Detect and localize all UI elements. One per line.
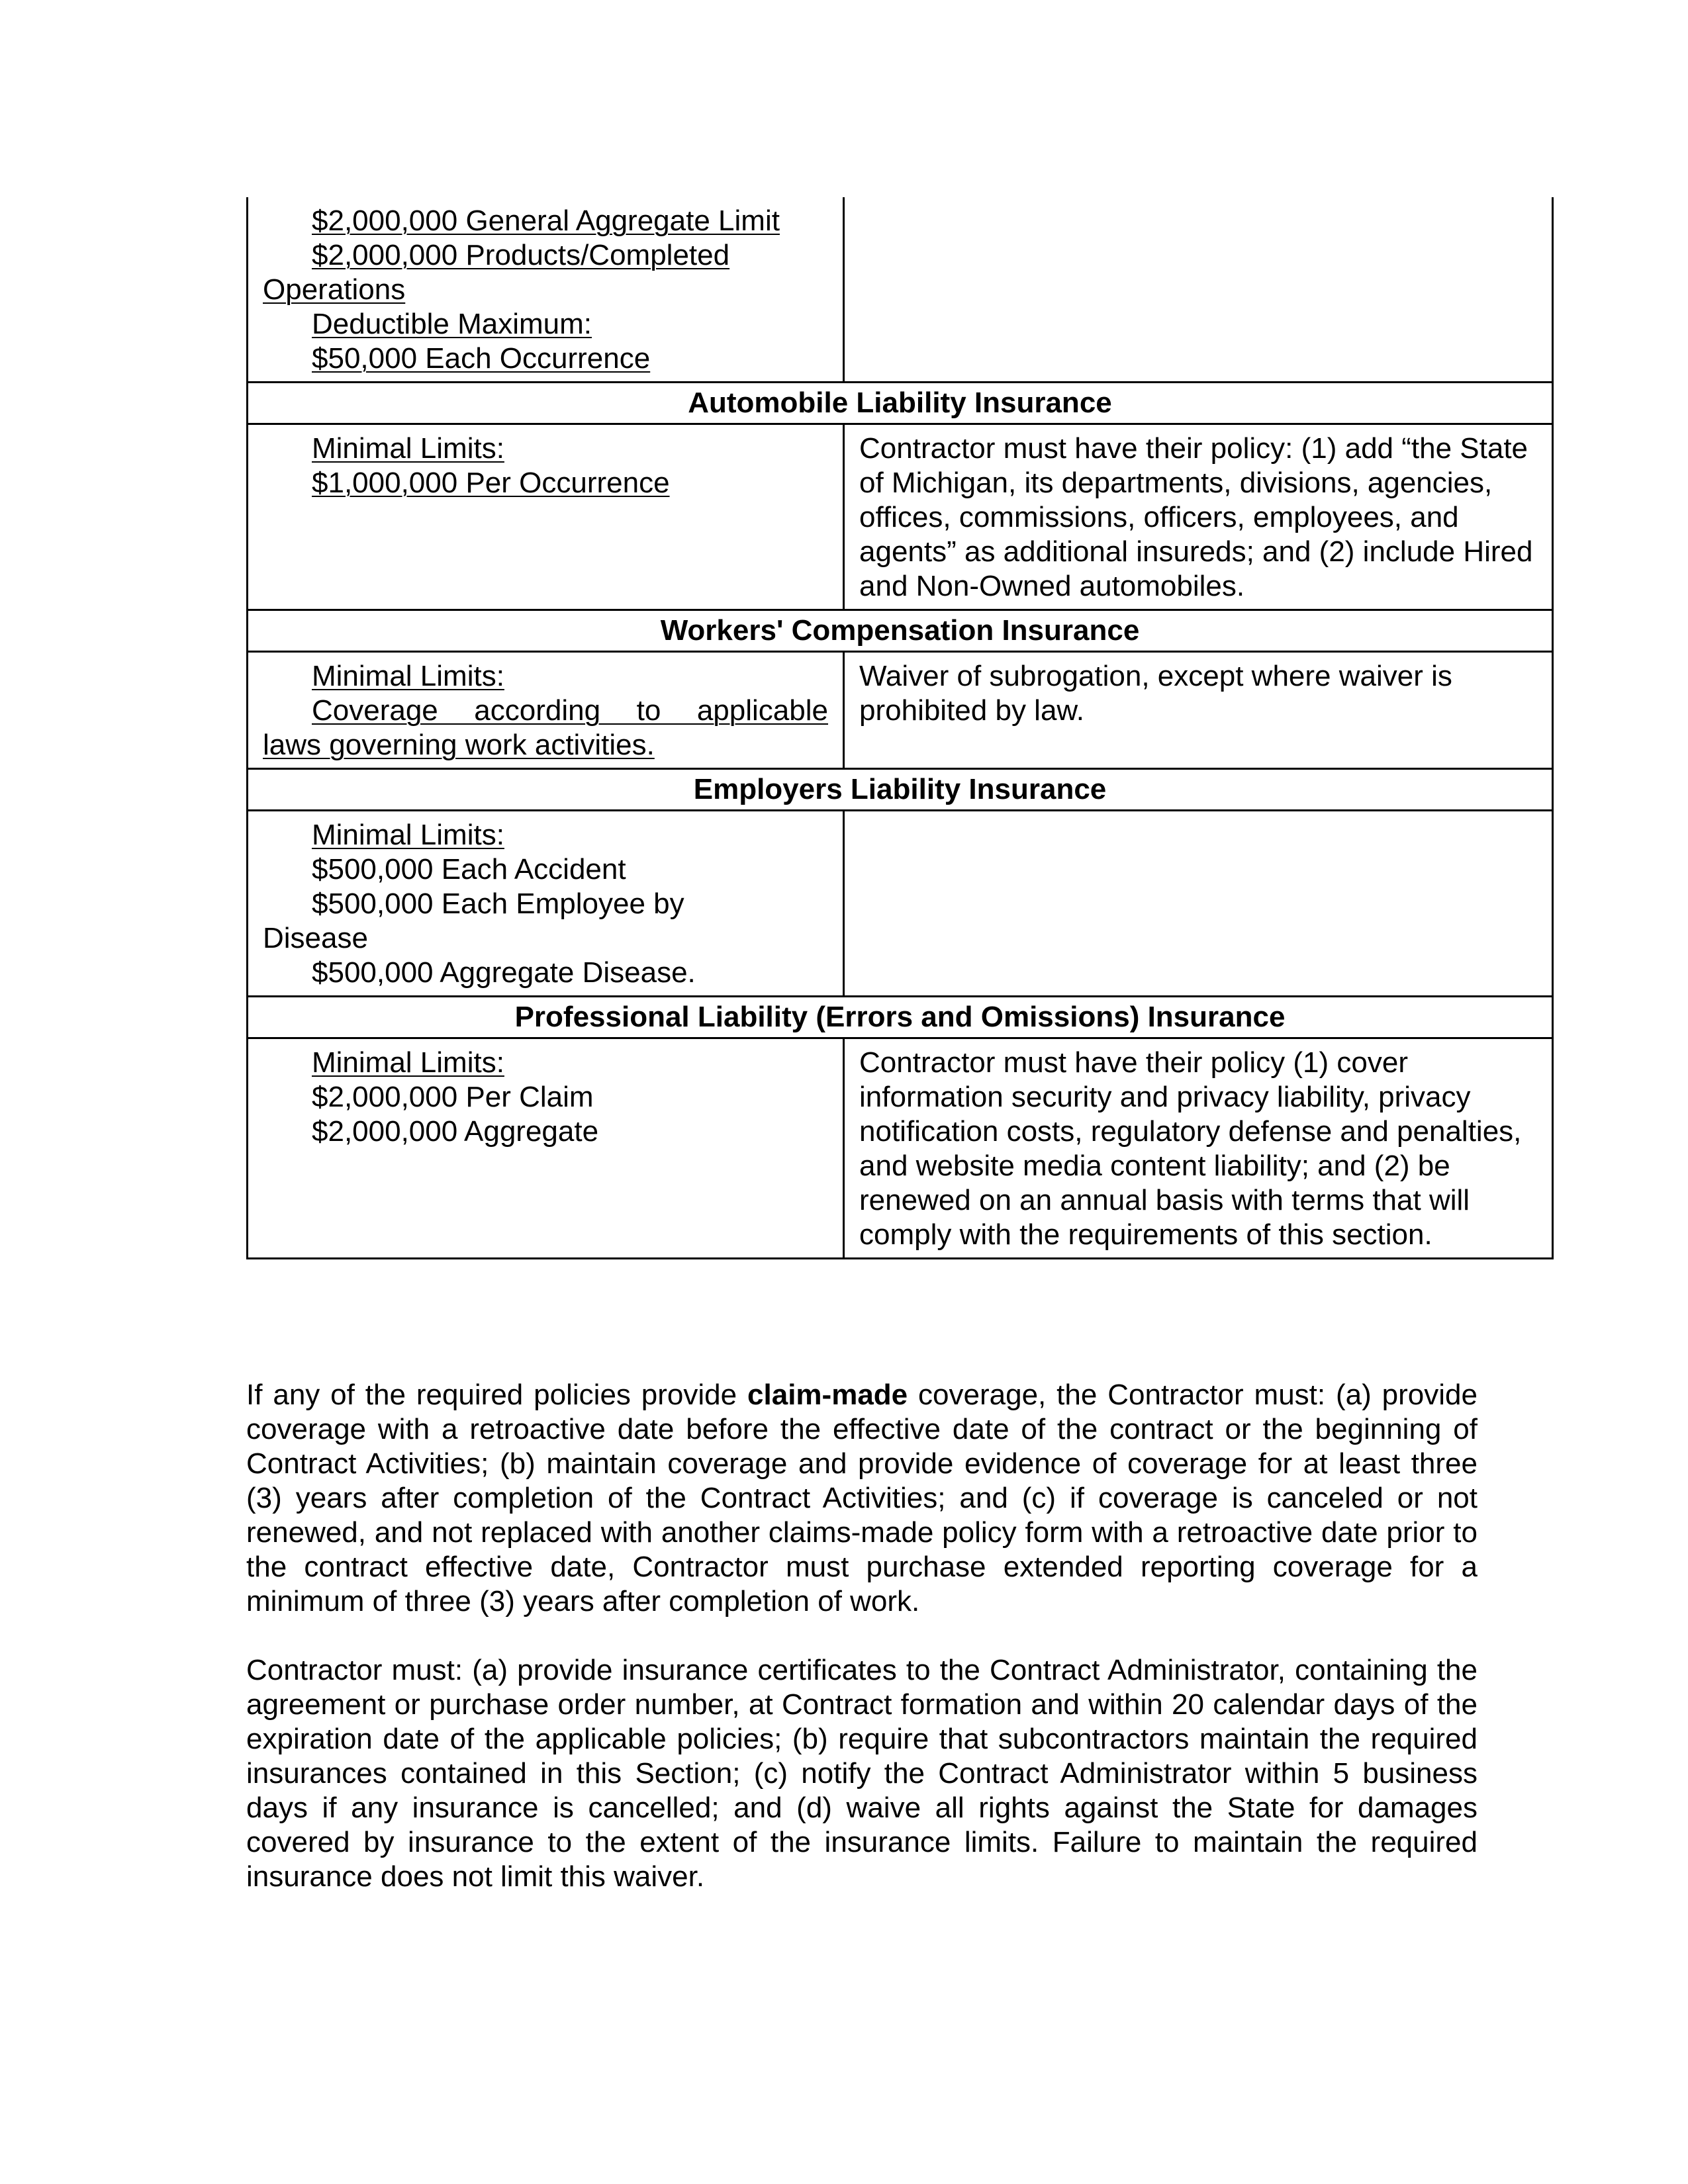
general-liability-continued-row (248, 197, 1553, 383)
workers-comp-row (248, 652, 1553, 769)
workers-comp-limits-cell (248, 652, 844, 769)
employers-each-employee: $500,000 Each Employee by (312, 887, 684, 920)
automobile-per-occurrence-limit: $1,000,000 Per Occurrence (312, 467, 670, 499)
professional-aggregate: $2,000,000 Aggregate (312, 1115, 599, 1148)
automobile-section-header: Automobile Liability Insurance (248, 383, 1553, 424)
automobile-requirements-cell: Contractor must have their policy: (1) add “the State of Michigan, its departments, divisions, agencies, offices, commissions, officers, employees, and agents” as additional insureds; and (2) include Hired and Non-Owned automobiles. (844, 424, 1553, 610)
employers-header-row (248, 769, 1553, 811)
insurance-requirements-table (246, 197, 1554, 1259)
employers-aggregate-disease: $500,000 Aggregate Disease. (312, 956, 696, 989)
employers-requirements-cell (844, 811, 1553, 997)
general-liability-requirements-cell (844, 197, 1553, 383)
claims-made-term: claim-made (747, 1379, 908, 1411)
professional-per-claim: $2,000,000 Per Claim (312, 1081, 594, 1113)
employers-each-accident: $500,000 Each Accident (312, 853, 626, 886)
workers-comp-coverage-line2: laws governing work activities. (263, 729, 655, 761)
workers-comp-requirements-cell: Waiver of subrogation, except where waiver is prohibited by law. (844, 652, 1553, 769)
professional-requirements-cell: Contractor must have their policy (1) cover information security and privacy liability, privacy notification costs, regulatory defense and penalties, and website media content liability; and (2) be renewed on an annual basis with terms that will comply with the requirements of this section. (844, 1038, 1553, 1259)
workers-comp-coverage-line1: Coverage according to applicable (312, 694, 828, 727)
automobile-limits-label: Minimal Limits: (312, 432, 504, 465)
deductible-each-occurrence: $50,000 Each Occurrence (312, 342, 651, 375)
general-liability-limits-cell (248, 197, 844, 383)
automobile-row (248, 424, 1553, 610)
workers-comp-limits-label: Minimal Limits: (312, 660, 504, 692)
products-completed-operations: Operations (263, 273, 406, 306)
insurance-certificates-paragraph: Contractor must: (a) provide insurance certificates to the Contract Administrator, containing the agreement or purchase order number, at Contract formation and within 20 calendar days of the expiration date of the applicable policies; (b) require that subcontractors maintain the required insurances contained in this Section; (c) notify the Contract Administrator within 5 business days if any insurance is cancelled; and (d) waive all rights against the State for damages covered by insurance to the extent of the insurance limits. Failure to maintain the required insurance does not limit this waiver. (246, 1654, 1477, 1893)
claims-made-paragraph (246, 1378, 1477, 1619)
deductible-maximum-label: Deductible Maximum: (312, 308, 592, 340)
employers-limits-cell (248, 811, 844, 997)
products-completed-limit: $2,000,000 Products/Completed (312, 239, 730, 271)
employers-row (248, 811, 1553, 997)
professional-row (248, 1038, 1553, 1259)
general-aggregate-limit: $2,000,000 General Aggregate Limit (312, 205, 780, 237)
professional-section-header: Professional Liability (Errors and Omissions) Insurance (248, 997, 1553, 1038)
professional-limits-cell (248, 1038, 844, 1259)
automobile-header-row (248, 383, 1553, 424)
employers-limits-label: Minimal Limits: (312, 819, 504, 851)
workers-comp-section-header: Workers' Compensation Insurance (248, 610, 1553, 652)
claims-made-rest: coverage, the Contractor must: (a) provide coverage with a retroactive date before the effective date of the contract or the beginning of Contract Activities; (b) maintain coverage and provide evidence of coverage for at least three (3) years after completion of the Contract Activities; and (c) if coverage is canceled or not renewed, and not replaced with another claims-made policy form with a retroactive date prior to the contract effective date, Contractor must purchase extended reporting coverage for a minimum of three (3) years after completion of work. (246, 1379, 1477, 1617)
professional-limits-label: Minimal Limits: (312, 1046, 504, 1079)
automobile-limits-cell (248, 424, 844, 610)
professional-header-row (248, 997, 1553, 1038)
employers-disease: Disease (263, 922, 368, 954)
employers-section-header: Employers Liability Insurance (248, 769, 1553, 811)
claims-made-lead: If any of the required policies provide (246, 1379, 748, 1411)
workers-comp-header-row (248, 610, 1553, 652)
